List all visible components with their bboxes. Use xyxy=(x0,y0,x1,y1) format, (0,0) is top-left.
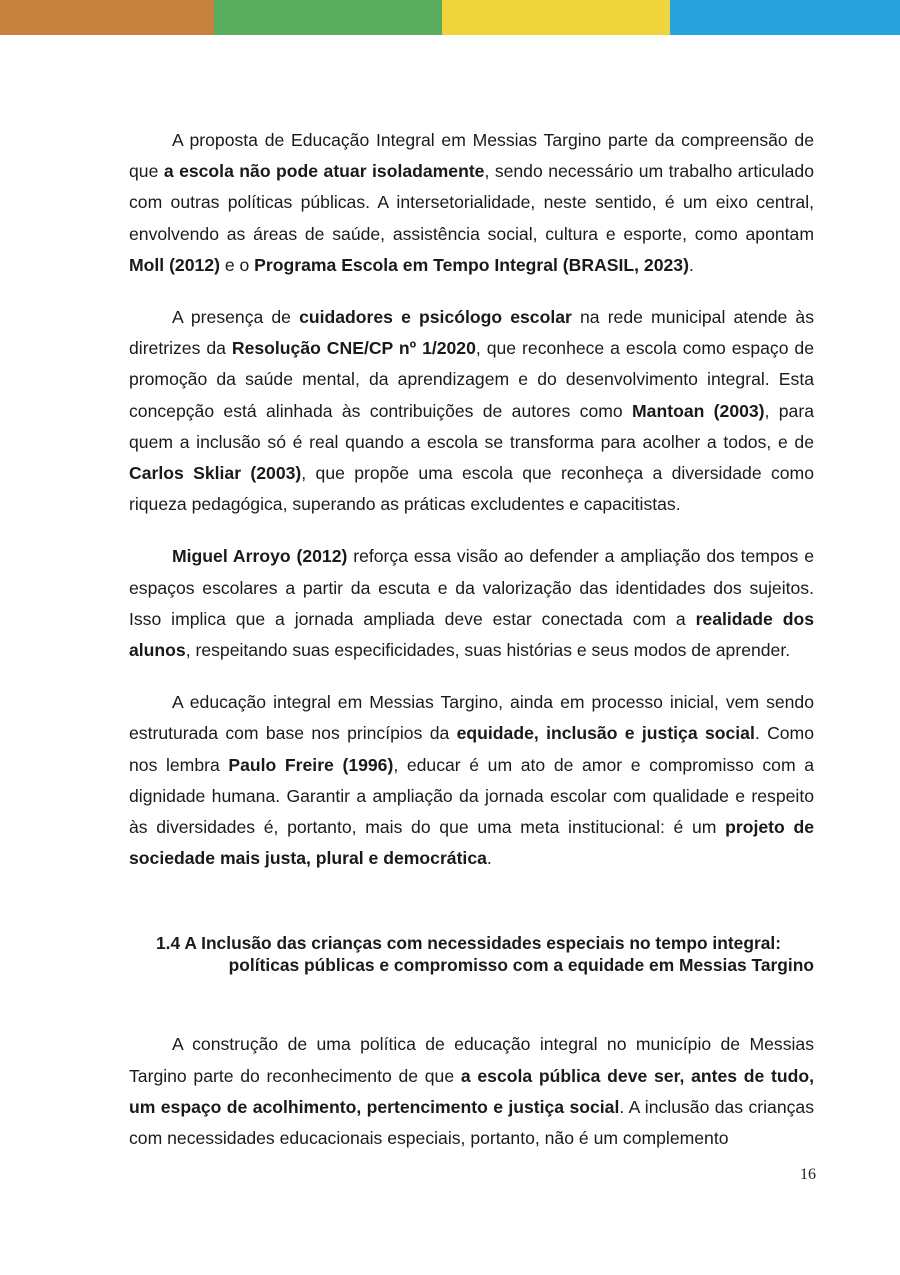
color-bar-yellow xyxy=(442,0,670,35)
section-heading-line-1: 1.4 A Inclusão das crianças com necessidades especiais no tempo integral: xyxy=(156,933,782,954)
emphasis-text: Mantoan (2003) xyxy=(632,400,765,421)
paragraph-1: A proposta de Educação Integral em Messias Targino parte da compreensão de que a escola não pode atuar isoladamente, sendo necessário um trabalho articulado com outras políticas públicas. A intersetorialidade, neste sentido, é um eixo central, envolvendo as áreas de saúde, assistência social, cultura e esporte, como apontam Moll (2012) e o Programa Escola em Tempo Integral (BRASIL, 2023). xyxy=(129,130,814,275)
section-heading-line-2: políticas públicas e compromisso com a equidade em Messias Targino xyxy=(228,955,814,976)
emphasis-text: projeto de sociedade mais justa, plural e democrática xyxy=(129,817,814,869)
page-number: 16 xyxy=(800,1166,816,1183)
emphasis-text: Miguel Arroyo (2012) xyxy=(172,546,348,567)
emphasis-text: Moll (2012) xyxy=(129,254,220,275)
paragraph-4: A educação integral em Messias Targino, ainda em processo inicial, vem sendo estruturada com base nos princípios da equidade, inclusão e justiça social. Como nos lembra Paulo Freire (1996), educar é um ato de amor e compromisso com a dignidade humana. Garantir a ampliação da jornada escolar com qualidade e respeito às diversidades é, portanto, mais do que uma meta institucional: é um projeto de sociedade mais justa, plural e democrática. xyxy=(129,692,815,869)
paragraph-2: A presença de cuidadores e psicólogo escolar na rede municipal atende às diretrizes da Resolução CNE/CP nº 1/2020, que reconhece a escola como espaço de promoção da saúde mental, da aprendizagem e do desenvolvimento integral. Esta concepção está alinhada às contribuições de autores como Mantoan (2003), para quem a inclusão só é real quando a escola se transforma para acolher a todos, e de Carlos Skliar (2003), que propõe uma escola que reconheça a diversidade como riqueza pedagógica, superando as práticas excludentes e capacitistas. xyxy=(129,307,815,515)
emphasis-text: Paulo Freire (1996) xyxy=(228,754,394,775)
emphasis-text: Carlos Skliar (2003) xyxy=(129,463,302,484)
page-body xyxy=(129,125,814,1175)
emphasis-text: cuidadores e psicólogo escolar xyxy=(299,307,572,328)
color-bar-orange xyxy=(0,0,214,35)
header-color-bar xyxy=(0,0,900,35)
emphasis-text: a escola pública deve ser, antes de tudo, um espaço de acolhimento, pertencimento e justiça social xyxy=(129,1065,815,1117)
emphasis-text: equidade, inclusão e justiça social xyxy=(456,723,755,744)
emphasis-text: Programa Escola em Tempo Integral (BRASIL, 2023) xyxy=(254,254,689,275)
paragraph-3: Miguel Arroyo (2012) reforça essa visão ao defender a ampliação dos tempos e espaços escolares a partir da escuta e da valorização das identidades dos sujeitos. Isso implica que a jornada ampliada deve estar conectada com a realidade dos alunos, respeitando suas especificidades, suas histórias e seus modos de aprender. xyxy=(129,546,814,661)
section-heading xyxy=(129,932,814,976)
emphasis-text: a escola não pode atuar isoladamente xyxy=(163,161,485,182)
color-bar-green xyxy=(214,0,442,35)
paragraph-5: A construção de uma política de educação integral no município de Messias Targino parte do reconhecimento de que a escola pública deve ser, antes de tudo, um espaço de acolhimento, pertencimento e justiça social. A inclusão das crianças com necessidades educacionais especiais, portanto, não é um complemento xyxy=(129,1034,815,1149)
color-bar-blue xyxy=(670,0,900,35)
emphasis-text: Resolução CNE/CP nº 1/2020 xyxy=(231,338,476,359)
emphasis-text: realidade dos alunos xyxy=(129,608,814,661)
